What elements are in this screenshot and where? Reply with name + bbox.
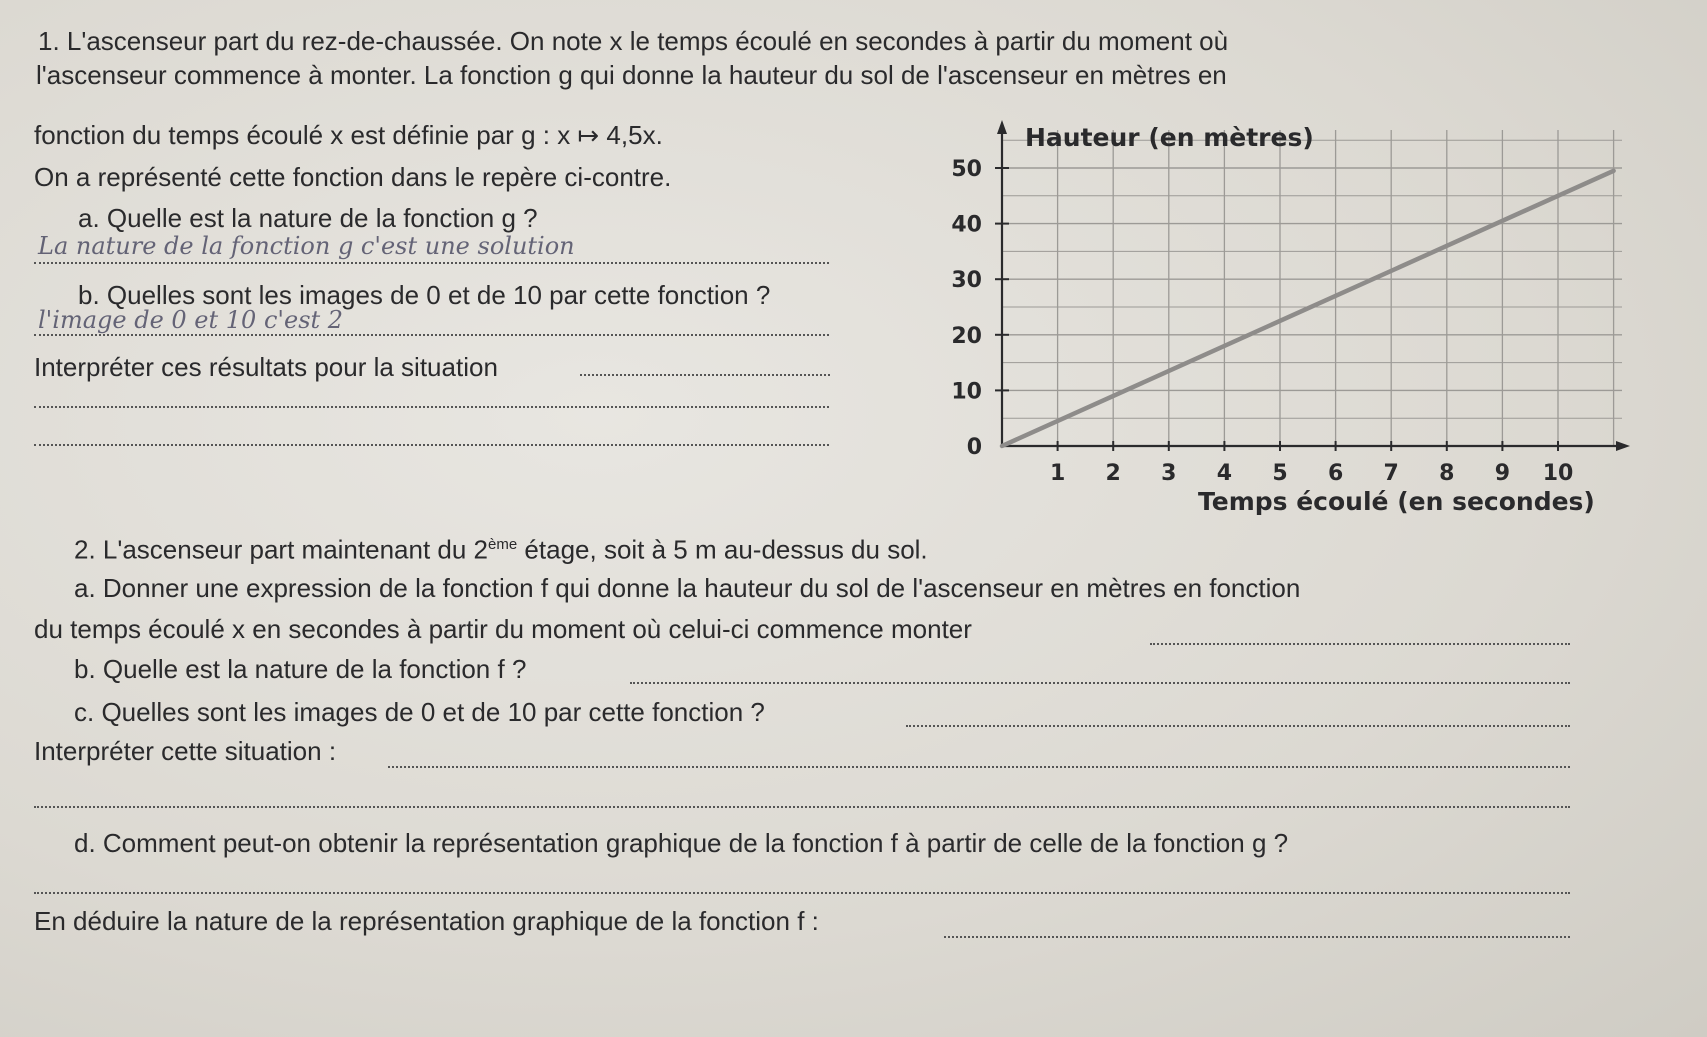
question-2d: d. Comment peut-on obtenir la représentation graphique de la fonction f à partir de celle de la fonction g ?: [74, 828, 1289, 858]
part1-intro-line3: fonction du temps écoulé x est définie par g : x ↦ 4,5x.: [34, 120, 663, 150]
handwritten-answer-1a: La nature de la fonction g c'est une solution: [38, 232, 575, 260]
part1-intro-line4: On a représenté cette fonction dans le repère ci-contre.: [34, 162, 672, 192]
part1-intro-line2: l'ascenseur commence à monter. La fonction g qui donne la hauteur du sol de l'ascenseur en mètres en: [36, 60, 1227, 90]
interpret-prompt-2: Interpréter cette situation :: [34, 736, 337, 766]
y-tick-label: 30: [951, 268, 982, 294]
question-1a: a. Quelle est la nature de la fonction g ?: [78, 203, 538, 233]
y-tick-label: 40: [951, 212, 982, 238]
part1-intro-line1: 1. L'ascenseur part du rez-de-chaussée. On note x le temps écoulé en secondes à partir du moment où: [38, 26, 1229, 56]
question-2c: c. Quelles sont les images de 0 et de 10 par cette fonction ?: [74, 697, 765, 727]
handwritten-answer-1b: l'image de 0 et 10 c'est 2: [38, 306, 344, 334]
answer-line-2c-a[interactable]: [388, 766, 1570, 768]
answer-line-2d[interactable]: [34, 892, 1570, 894]
x-tick-label: 3: [1161, 461, 1177, 486]
chart-x-label: Temps écoulé (en secondes): [1198, 487, 1595, 516]
answer-line-2c[interactable]: [906, 725, 1570, 727]
x-tick-label: 10: [1542, 461, 1574, 486]
question-2: [74, 530, 928, 565]
y-tick-label: 20: [951, 323, 982, 349]
question-1b: b. Quelles sont les images de 0 et de 10 par cette fonction ?: [78, 280, 771, 310]
x-tick-label: 4: [1216, 461, 1233, 486]
y-tick-label: 0: [966, 435, 982, 460]
question-2b: b. Quelle est la nature de la fonction f ?: [74, 654, 527, 684]
answer-line-2e[interactable]: [944, 936, 1570, 938]
x-axis-arrow: [1616, 441, 1630, 451]
x-tick-label: 7: [1383, 461, 1399, 486]
question-2-sup: ème: [488, 536, 518, 553]
chart-axes: [951, 120, 1630, 486]
x-tick-label: 6: [1327, 461, 1344, 486]
question-2a-line2: du temps écoulé x en secondes à partir du moment où celui-ci commence monter: [34, 614, 972, 644]
y-tick-label: 50: [951, 157, 982, 182]
interpret-prompt-1: Interpréter ces résultats pour la situation: [34, 352, 498, 382]
chart-grid: [1002, 130, 1622, 446]
x-tick-label: 2: [1105, 461, 1121, 486]
answer-line-2b[interactable]: [630, 682, 1570, 684]
chart-marks: [1002, 171, 1614, 446]
question-2-post: étage, soit à 5 m au-dessus du sol.: [517, 534, 928, 565]
x-tick-label: 1: [1049, 461, 1066, 486]
question-2a-line1: a. Donner une expression de la fonction f qui donne la hauteur du sol de l'ascenseur en mètres en fonction: [74, 573, 1301, 603]
answer-line-2c-b[interactable]: [34, 806, 1570, 808]
question-2-pre: 2. L'ascenseur part maintenant du 2: [74, 534, 489, 565]
y-axis-arrow: [997, 120, 1007, 134]
y-tick-label: 10: [951, 379, 982, 405]
deduce-prompt: En déduire la nature de la représentation graphique de la fonction f :: [34, 906, 819, 936]
answer-line-2a[interactable]: [1150, 643, 1570, 645]
chart-title: Hauteur (en mètres): [1025, 123, 1314, 152]
series-line-g: [1002, 171, 1614, 446]
x-tick-label: 8: [1439, 461, 1455, 486]
x-tick-label: 9: [1494, 461, 1511, 486]
x-tick-label: 5: [1272, 461, 1288, 486]
